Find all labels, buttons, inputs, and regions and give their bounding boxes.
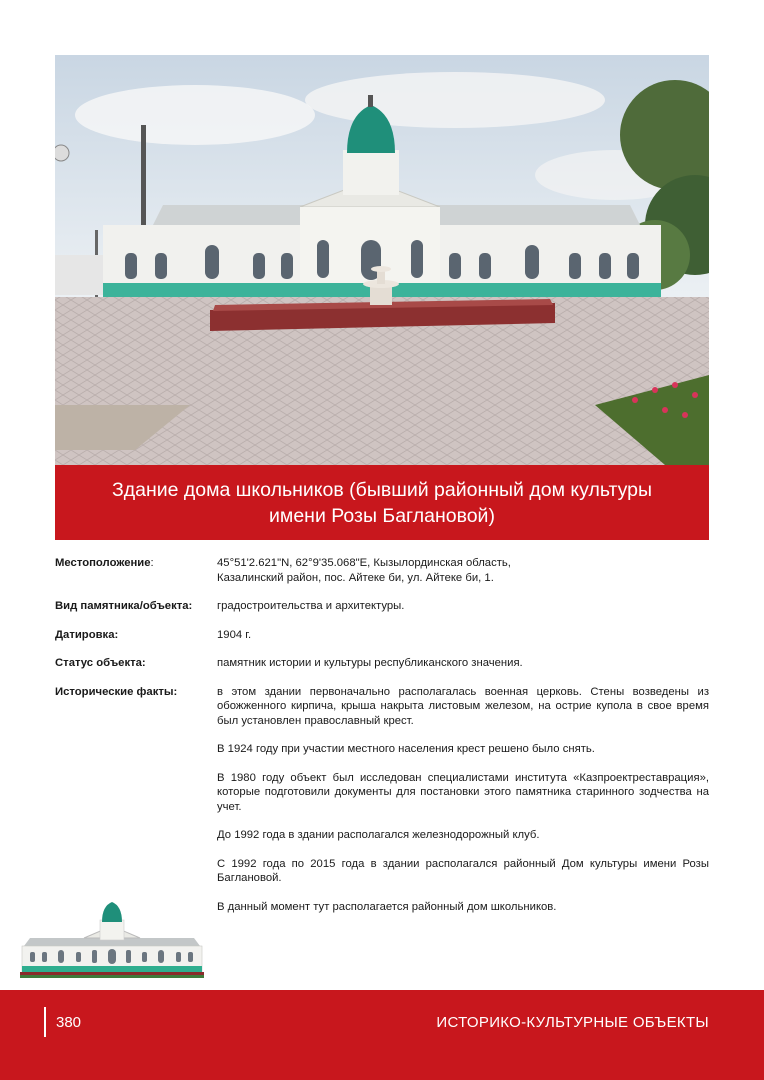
location-row — [55, 556, 709, 585]
history-paragraph: В данный момент тут располагается районный дом школьников. — [217, 900, 557, 913]
building-photo — [55, 55, 709, 465]
history-paragraph: В 1924 году при участии местного населения крест решено было снять. — [217, 743, 595, 755]
page-number: 380 — [56, 1014, 82, 1031]
footer-divider — [44, 1007, 46, 1037]
type-row — [55, 599, 709, 614]
status-label: Статус объекта: — [55, 657, 146, 669]
history-paragraph: До 1992 года в здании располагался железнодорожный клуб. — [217, 829, 540, 841]
date-row — [55, 628, 709, 643]
history-row — [55, 685, 709, 915]
section-title: ИСТОРИКО-КУЛЬТУРНЫЕ ОБЪЕКТЫ — [436, 1014, 709, 1031]
location-address: Казалинский район, пос. Айтеке би, ул. Айтеке би, 1. — [217, 571, 494, 584]
date-value: 1904 г. — [217, 628, 252, 641]
building-sketch — [18, 898, 206, 980]
location-label-colon: : — [150, 557, 154, 569]
history-label: Исторические факты: — [55, 685, 178, 698]
location-value — [217, 556, 709, 585]
type-value: градостроительства и архитектуры. — [217, 600, 405, 612]
history-text — [217, 685, 709, 915]
location-label: Местоположение — [55, 557, 151, 569]
location-coords: 45°51'2.621"N, 62°9'35.068"E, Кызылординская область, — [217, 557, 511, 569]
history-paragraph: в этом здании первоначально располагалась военная церковь. Стены возведены из обожженного кирпича, крыша накрыта листовым железом, на острие купола в свое время был установлен православный крест. — [217, 685, 709, 727]
object-title: Здание дома школьников (бывший районный дом культуры имени Розы Баглановой) — [55, 465, 709, 540]
history-paragraph: В 1980 году объект был исследован специалистами института «Казпроектреставрация», которые подготовили документы для постановки этого памятника старинного зодчества на учет. — [217, 771, 709, 813]
page-footer — [0, 990, 764, 1080]
type-label: Вид памятника/объекта: — [55, 600, 193, 612]
history-paragraph: С 1992 года по 2015 года в здании располагался районный Дом культуры имени Розы Баглановой. — [217, 857, 709, 884]
status-row — [55, 656, 709, 671]
date-label: Датировка: — [55, 628, 119, 641]
status-value: памятник истории и культуры республиканского значения. — [217, 657, 523, 669]
object-info — [55, 556, 709, 928]
